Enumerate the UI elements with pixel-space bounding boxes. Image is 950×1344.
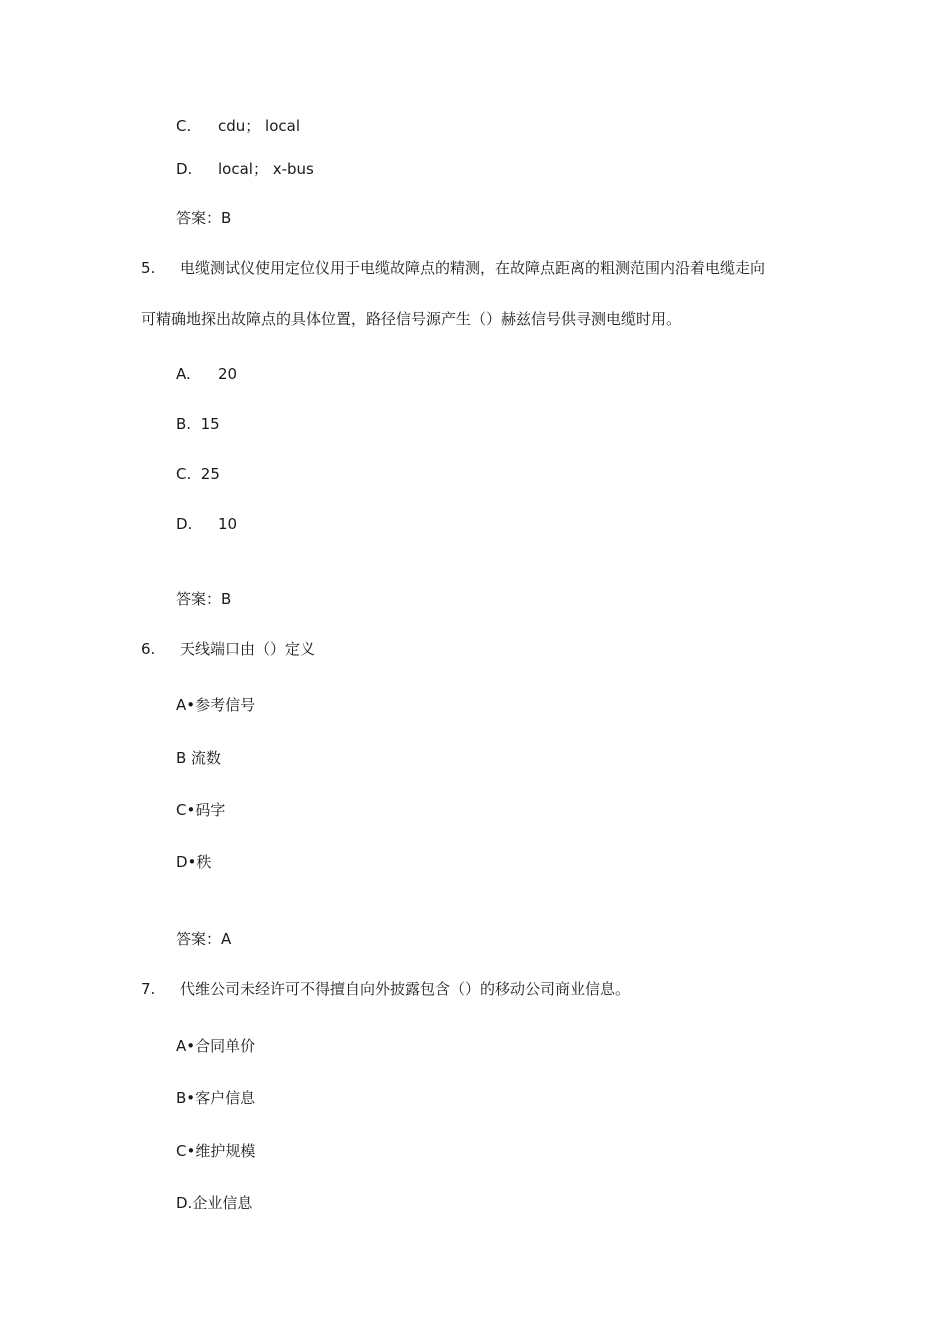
question-text-wrap: 可精确地探出故障点的具体位置，路径信号源产生（）赫兹信号供寻测电缆时用。 (141, 310, 682, 328)
option-text: B 流数 (176, 749, 222, 767)
question-text: 天线端口由（）定义 (180, 640, 316, 658)
option-text: C•维护规模 (176, 1142, 256, 1160)
question-number: 6. (141, 640, 156, 658)
option-text: 20 (218, 365, 238, 383)
option-text: D•秩 (176, 853, 212, 871)
option-letter: D. (176, 515, 193, 533)
option-text: B. 15 (176, 415, 220, 433)
option-text: C•码字 (176, 801, 226, 819)
option-letter: A. (176, 365, 191, 383)
answer-text: 答案：B (176, 590, 232, 608)
option-text: D.企业信息 (176, 1194, 253, 1212)
option-text: 10 (218, 515, 238, 533)
question-number: 7. (141, 980, 156, 998)
option-letter: C. (176, 117, 192, 135)
option-text: A•合同单价 (176, 1037, 256, 1055)
question-number: 5. (141, 259, 156, 277)
answer-text: 答案：B (176, 209, 232, 227)
option-text: cdu； local (218, 117, 300, 135)
option-text: C. 25 (176, 465, 220, 483)
question-text: 代维公司未经许可不得擅自向外披露包含（）的移动公司商业信息。 (180, 980, 631, 998)
option-text: A•参考信号 (176, 696, 256, 714)
question-text: 电缆测试仪使用定位仪用于电缆故障点的精测，在故障点距离的粗测范围内沿着电缆走向 (180, 259, 766, 277)
answer-text: 答案：A (176, 930, 232, 948)
option-letter: D. (176, 160, 193, 178)
option-text: B•客户信息 (176, 1089, 256, 1107)
option-text: local； x-bus (218, 160, 314, 178)
